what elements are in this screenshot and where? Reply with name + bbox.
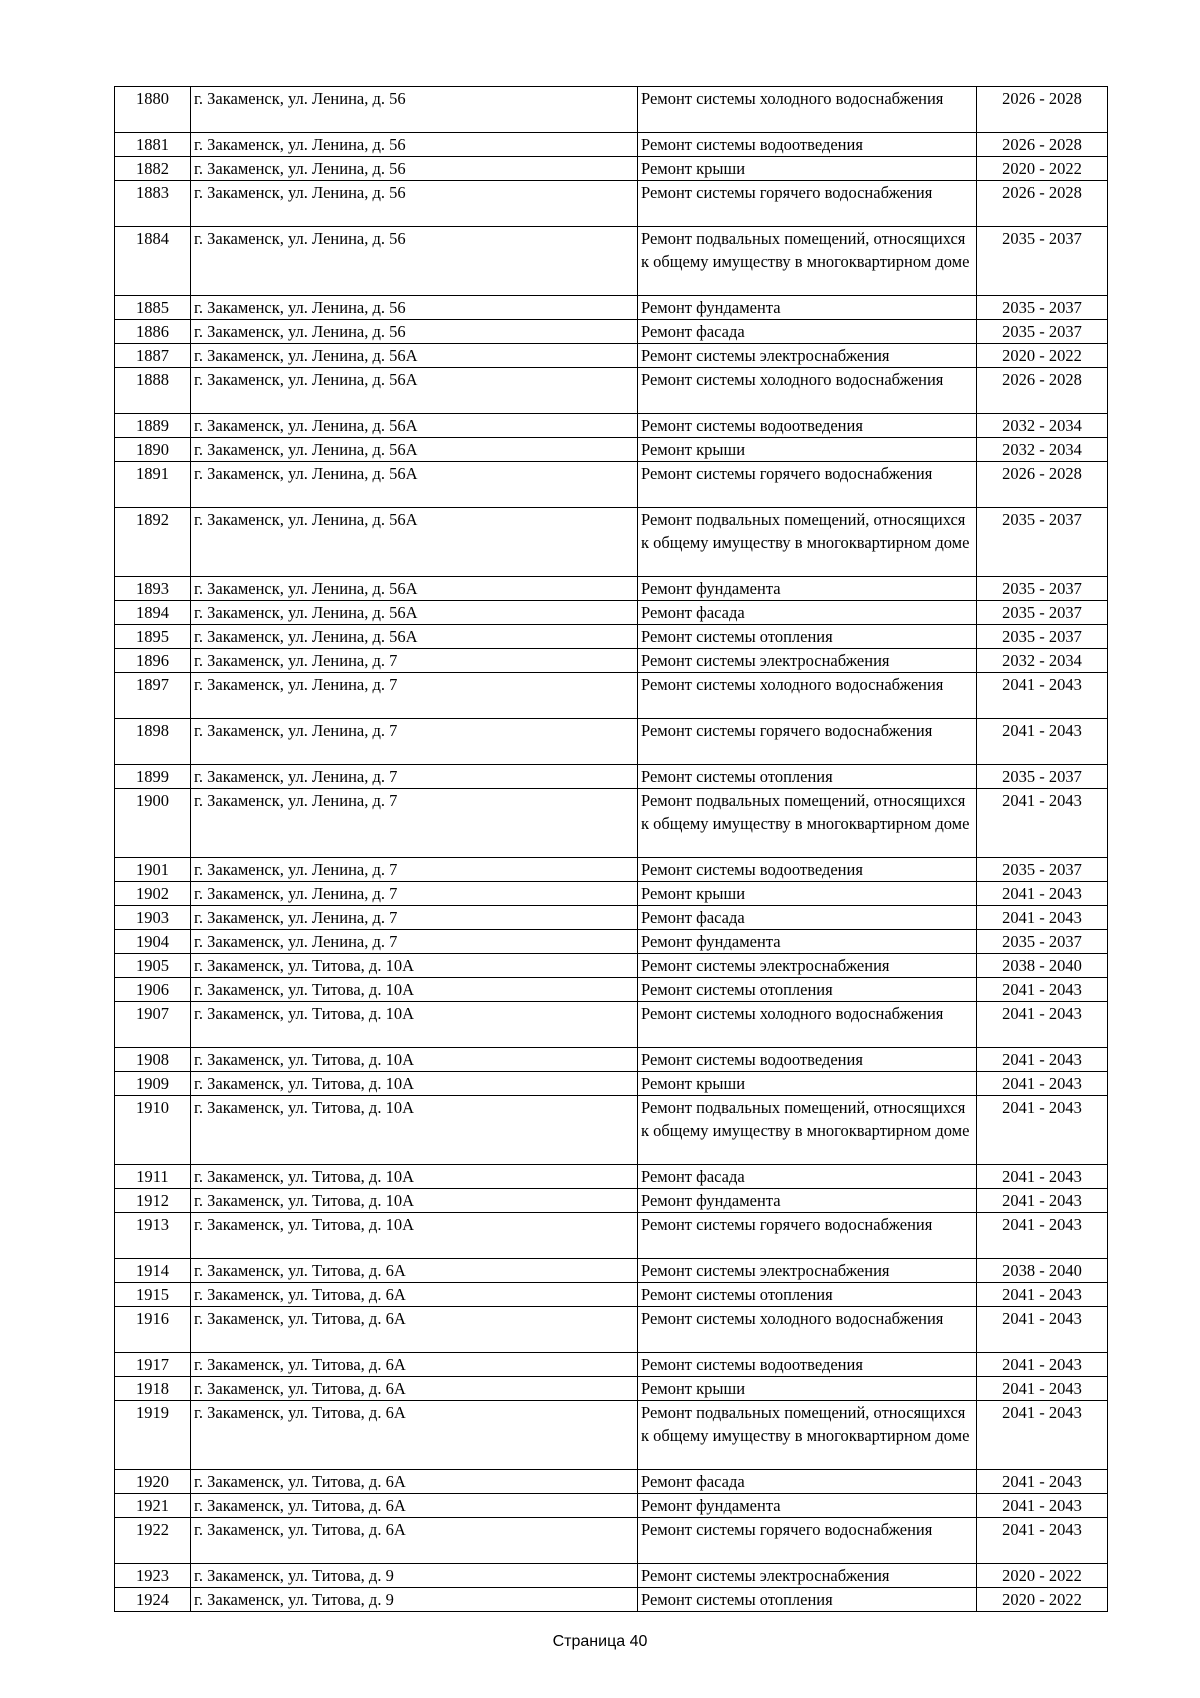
- work-type-cell: Ремонт подвальных помещений, относящихся к общему имуществу в многоквартирном доме: [638, 1096, 977, 1165]
- period-cell: 2026 - 2028: [977, 462, 1108, 508]
- address-cell: г. Закаменск, ул. Титова, д. 10А: [191, 1002, 638, 1048]
- row-number-cell: 1908: [115, 1048, 191, 1072]
- table-row: [115, 1072, 1108, 1096]
- period-cell: 2032 - 2034: [977, 649, 1108, 673]
- row-number-cell: 1892: [115, 508, 191, 577]
- row-number-cell: 1910: [115, 1096, 191, 1165]
- row-number-cell: 1918: [115, 1377, 191, 1401]
- table-row: [115, 1588, 1108, 1612]
- work-type-cell: Ремонт крыши: [638, 1072, 977, 1096]
- table-row: [115, 930, 1108, 954]
- row-number-cell: 1902: [115, 882, 191, 906]
- address-cell: г. Закаменск, ул. Ленина, д. 56: [191, 157, 638, 181]
- table-row: [115, 719, 1108, 765]
- period-cell: 2041 - 2043: [977, 1189, 1108, 1213]
- table-row: [115, 1307, 1108, 1353]
- row-number-cell: 1905: [115, 954, 191, 978]
- period-cell: 2020 - 2022: [977, 1588, 1108, 1612]
- row-number-cell: 1886: [115, 320, 191, 344]
- row-number-cell: 1896: [115, 649, 191, 673]
- period-cell: 2020 - 2022: [977, 157, 1108, 181]
- period-cell: 2035 - 2037: [977, 577, 1108, 601]
- period-cell: 2041 - 2043: [977, 1401, 1108, 1470]
- address-cell: г. Закаменск, ул. Ленина, д. 56А: [191, 508, 638, 577]
- work-type-cell: Ремонт подвальных помещений, относящихся к общему имуществу в многоквартирном доме: [638, 227, 977, 296]
- work-type-cell: Ремонт фундамента: [638, 296, 977, 320]
- address-cell: г. Закаменск, ул. Титова, д. 6А: [191, 1401, 638, 1470]
- work-type-cell: Ремонт фундамента: [638, 1494, 977, 1518]
- row-number-cell: 1917: [115, 1353, 191, 1377]
- period-cell: 2041 - 2043: [977, 1283, 1108, 1307]
- table-row: [115, 1048, 1108, 1072]
- work-type-cell: Ремонт системы горячего водоснабжения: [638, 462, 977, 508]
- period-cell: 2035 - 2037: [977, 930, 1108, 954]
- table-row: [115, 1470, 1108, 1494]
- address-cell: г. Закаменск, ул. Титова, д. 10А: [191, 1072, 638, 1096]
- row-number-cell: 1913: [115, 1213, 191, 1259]
- work-type-cell: Ремонт системы водоотведения: [638, 858, 977, 882]
- work-type-cell: Ремонт системы электроснабжения: [638, 954, 977, 978]
- work-type-cell: Ремонт подвальных помещений, относящихся к общему имуществу в многоквартирном доме: [638, 1401, 977, 1470]
- work-type-cell: Ремонт системы водоотведения: [638, 1353, 977, 1377]
- work-type-cell: Ремонт системы горячего водоснабжения: [638, 1518, 977, 1564]
- row-number-cell: 1891: [115, 462, 191, 508]
- table-row: [115, 1002, 1108, 1048]
- address-cell: г. Закаменск, ул. Титова, д. 10А: [191, 1048, 638, 1072]
- address-cell: г. Закаменск, ул. Титова, д. 6А: [191, 1283, 638, 1307]
- work-type-cell: Ремонт системы водоотведения: [638, 133, 977, 157]
- period-cell: 2038 - 2040: [977, 954, 1108, 978]
- address-cell: г. Закаменск, ул. Ленина, д. 56А: [191, 625, 638, 649]
- period-cell: 2041 - 2043: [977, 1470, 1108, 1494]
- work-type-cell: Ремонт системы водоотведения: [638, 414, 977, 438]
- period-cell: 2041 - 2043: [977, 1165, 1108, 1189]
- address-cell: г. Закаменск, ул. Титова, д. 9: [191, 1564, 638, 1588]
- period-cell: 2035 - 2037: [977, 601, 1108, 625]
- address-cell: г. Закаменск, ул. Ленина, д. 56: [191, 227, 638, 296]
- page-number: Страница 40: [552, 1633, 648, 1650]
- row-number-cell: 1894: [115, 601, 191, 625]
- table-row: [115, 462, 1108, 508]
- row-number-cell: 1911: [115, 1165, 191, 1189]
- table-row: [115, 1213, 1108, 1259]
- work-type-cell: Ремонт крыши: [638, 438, 977, 462]
- period-cell: 2041 - 2043: [977, 673, 1108, 719]
- address-cell: г. Закаменск, ул. Ленина, д. 7: [191, 858, 638, 882]
- row-number-cell: 1888: [115, 368, 191, 414]
- address-cell: г. Закаменск, ул. Ленина, д. 7: [191, 930, 638, 954]
- address-cell: г. Закаменск, ул. Титова, д. 6А: [191, 1470, 638, 1494]
- period-cell: 2032 - 2034: [977, 438, 1108, 462]
- table-row: [115, 508, 1108, 577]
- row-number-cell: 1898: [115, 719, 191, 765]
- work-type-cell: Ремонт фасада: [638, 1470, 977, 1494]
- work-type-cell: Ремонт системы отопления: [638, 625, 977, 649]
- period-cell: 2035 - 2037: [977, 765, 1108, 789]
- work-type-cell: Ремонт системы горячего водоснабжения: [638, 719, 977, 765]
- period-cell: 2026 - 2028: [977, 181, 1108, 227]
- row-number-cell: 1883: [115, 181, 191, 227]
- address-cell: г. Закаменск, ул. Ленина, д. 56А: [191, 368, 638, 414]
- work-type-cell: Ремонт системы холодного водоснабжения: [638, 87, 977, 133]
- period-cell: 2041 - 2043: [977, 1307, 1108, 1353]
- address-cell: г. Закаменск, ул. Ленина, д. 56: [191, 181, 638, 227]
- work-type-cell: Ремонт системы горячего водоснабжения: [638, 181, 977, 227]
- address-cell: г. Закаменск, ул. Титова, д. 10А: [191, 1165, 638, 1189]
- period-cell: 2035 - 2037: [977, 625, 1108, 649]
- table-row: [115, 1401, 1108, 1470]
- period-cell: 2041 - 2043: [977, 906, 1108, 930]
- row-number-cell: 1881: [115, 133, 191, 157]
- work-type-cell: Ремонт подвальных помещений, относящихся к общему имуществу в многоквартирном доме: [638, 508, 977, 577]
- period-cell: 2020 - 2022: [977, 344, 1108, 368]
- row-number-cell: 1915: [115, 1283, 191, 1307]
- table-row: [115, 978, 1108, 1002]
- address-cell: г. Закаменск, ул. Титова, д. 10А: [191, 954, 638, 978]
- table-row: [115, 133, 1108, 157]
- work-type-cell: Ремонт системы отопления: [638, 1588, 977, 1612]
- address-cell: г. Закаменск, ул. Титова, д. 6А: [191, 1377, 638, 1401]
- table-row: [115, 1377, 1108, 1401]
- table-row: [115, 1189, 1108, 1213]
- address-cell: г. Закаменск, ул. Титова, д. 10А: [191, 1096, 638, 1165]
- row-number-cell: 1914: [115, 1259, 191, 1283]
- table-row: [115, 414, 1108, 438]
- address-cell: г. Закаменск, ул. Ленина, д. 7: [191, 906, 638, 930]
- row-number-cell: 1906: [115, 978, 191, 1002]
- row-number-cell: 1904: [115, 930, 191, 954]
- period-cell: 2041 - 2043: [977, 1002, 1108, 1048]
- period-cell: 2041 - 2043: [977, 1213, 1108, 1259]
- work-type-cell: Ремонт системы отопления: [638, 978, 977, 1002]
- table-row: [115, 882, 1108, 906]
- work-type-cell: Ремонт системы водоотведения: [638, 1048, 977, 1072]
- table-row: [115, 1096, 1108, 1165]
- work-type-cell: Ремонт системы электроснабжения: [638, 1259, 977, 1283]
- row-number-cell: 1895: [115, 625, 191, 649]
- row-number-cell: 1885: [115, 296, 191, 320]
- row-number-cell: 1889: [115, 414, 191, 438]
- work-type-cell: Ремонт системы отопления: [638, 765, 977, 789]
- address-cell: г. Закаменск, ул. Ленина, д. 7: [191, 719, 638, 765]
- period-cell: 2041 - 2043: [977, 1494, 1108, 1518]
- row-number-cell: 1907: [115, 1002, 191, 1048]
- period-cell: 2041 - 2043: [977, 1072, 1108, 1096]
- work-type-cell: Ремонт фундамента: [638, 930, 977, 954]
- period-cell: 2041 - 2043: [977, 978, 1108, 1002]
- row-number-cell: 1912: [115, 1189, 191, 1213]
- period-cell: 2041 - 2043: [977, 1377, 1108, 1401]
- address-cell: г. Закаменск, ул. Титова, д. 6А: [191, 1307, 638, 1353]
- table-row: [115, 625, 1108, 649]
- work-type-cell: Ремонт системы холодного водоснабжения: [638, 673, 977, 719]
- period-cell: 2035 - 2037: [977, 296, 1108, 320]
- work-type-cell: Ремонт крыши: [638, 1377, 977, 1401]
- address-cell: г. Закаменск, ул. Ленина, д. 7: [191, 765, 638, 789]
- table-row: [115, 368, 1108, 414]
- address-cell: г. Закаменск, ул. Ленина, д. 7: [191, 882, 638, 906]
- row-number-cell: 1899: [115, 765, 191, 789]
- period-cell: 2026 - 2028: [977, 368, 1108, 414]
- address-cell: г. Закаменск, ул. Ленина, д. 56: [191, 133, 638, 157]
- address-cell: г. Закаменск, ул. Ленина, д. 56: [191, 87, 638, 133]
- table-row: [115, 157, 1108, 181]
- work-type-cell: Ремонт системы холодного водоснабжения: [638, 368, 977, 414]
- table-row: [115, 438, 1108, 462]
- address-cell: г. Закаменск, ул. Ленина, д. 56: [191, 296, 638, 320]
- row-number-cell: 1900: [115, 789, 191, 858]
- address-cell: г. Закаменск, ул. Титова, д. 10А: [191, 1213, 638, 1259]
- address-cell: г. Закаменск, ул. Ленина, д. 7: [191, 673, 638, 719]
- period-cell: 2041 - 2043: [977, 1048, 1108, 1072]
- row-number-cell: 1897: [115, 673, 191, 719]
- work-type-cell: Ремонт фундамента: [638, 577, 977, 601]
- address-cell: г. Закаменск, ул. Титова, д. 6А: [191, 1494, 638, 1518]
- row-number-cell: 1916: [115, 1307, 191, 1353]
- table-row: [115, 1518, 1108, 1564]
- address-cell: г. Закаменск, ул. Ленина, д. 56А: [191, 577, 638, 601]
- period-cell: 2041 - 2043: [977, 1353, 1108, 1377]
- table-row: [115, 320, 1108, 344]
- work-type-cell: Ремонт системы холодного водоснабжения: [638, 1002, 977, 1048]
- work-type-cell: Ремонт фасада: [638, 320, 977, 344]
- table-row: [115, 1165, 1108, 1189]
- address-cell: г. Закаменск, ул. Титова, д. 9: [191, 1588, 638, 1612]
- address-cell: г. Закаменск, ул. Ленина, д. 7: [191, 649, 638, 673]
- table-row: [115, 577, 1108, 601]
- address-cell: г. Закаменск, ул. Ленина, д. 56А: [191, 414, 638, 438]
- address-cell: г. Закаменск, ул. Титова, д. 10А: [191, 1189, 638, 1213]
- row-number-cell: 1884: [115, 227, 191, 296]
- address-cell: г. Закаменск, ул. Ленина, д. 56А: [191, 462, 638, 508]
- table-row: [115, 1494, 1108, 1518]
- table-row: [115, 1283, 1108, 1307]
- registry-table-body: [115, 87, 1108, 1612]
- row-number-cell: 1901: [115, 858, 191, 882]
- table-row: [115, 296, 1108, 320]
- table-row: [115, 673, 1108, 719]
- row-number-cell: 1893: [115, 577, 191, 601]
- work-type-cell: Ремонт фасада: [638, 1165, 977, 1189]
- work-type-cell: Ремонт системы электроснабжения: [638, 1564, 977, 1588]
- address-cell: г. Закаменск, ул. Титова, д. 6А: [191, 1518, 638, 1564]
- registry-table: [114, 86, 1108, 1612]
- row-number-cell: 1920: [115, 1470, 191, 1494]
- row-number-cell: 1919: [115, 1401, 191, 1470]
- work-type-cell: Ремонт крыши: [638, 882, 977, 906]
- table-row: [115, 1353, 1108, 1377]
- period-cell: 2041 - 2043: [977, 1096, 1108, 1165]
- work-type-cell: Ремонт системы отопления: [638, 1283, 977, 1307]
- table-row: [115, 906, 1108, 930]
- address-cell: г. Закаменск, ул. Ленина, д. 7: [191, 789, 638, 858]
- address-cell: г. Закаменск, ул. Ленина, д. 56А: [191, 344, 638, 368]
- address-cell: г. Закаменск, ул. Ленина, д. 56А: [191, 601, 638, 625]
- period-cell: 2041 - 2043: [977, 1518, 1108, 1564]
- table-row: [115, 1259, 1108, 1283]
- period-cell: 2038 - 2040: [977, 1259, 1108, 1283]
- row-number-cell: 1880: [115, 87, 191, 133]
- period-cell: 2026 - 2028: [977, 133, 1108, 157]
- table-row: [115, 649, 1108, 673]
- address-cell: г. Закаменск, ул. Титова, д. 6А: [191, 1259, 638, 1283]
- table-row: [115, 601, 1108, 625]
- table-row: [115, 344, 1108, 368]
- work-type-cell: Ремонт фасада: [638, 601, 977, 625]
- work-type-cell: Ремонт системы электроснабжения: [638, 344, 977, 368]
- work-type-cell: Ремонт системы холодного водоснабжения: [638, 1307, 977, 1353]
- work-type-cell: Ремонт фундамента: [638, 1189, 977, 1213]
- table-row: [115, 858, 1108, 882]
- address-cell: г. Закаменск, ул. Ленина, д. 56А: [191, 438, 638, 462]
- table-row: [115, 789, 1108, 858]
- period-cell: 2041 - 2043: [977, 789, 1108, 858]
- period-cell: 2035 - 2037: [977, 508, 1108, 577]
- address-cell: г. Закаменск, ул. Титова, д. 6А: [191, 1353, 638, 1377]
- work-type-cell: Ремонт системы электроснабжения: [638, 649, 977, 673]
- period-cell: 2035 - 2037: [977, 858, 1108, 882]
- row-number-cell: 1924: [115, 1588, 191, 1612]
- row-number-cell: 1923: [115, 1564, 191, 1588]
- period-cell: 2041 - 2043: [977, 719, 1108, 765]
- work-type-cell: Ремонт фасада: [638, 906, 977, 930]
- period-cell: 2035 - 2037: [977, 227, 1108, 296]
- table-row: [115, 227, 1108, 296]
- period-cell: 2041 - 2043: [977, 882, 1108, 906]
- work-type-cell: Ремонт подвальных помещений, относящихся к общему имуществу в многоквартирном доме: [638, 789, 977, 858]
- table-row: [115, 954, 1108, 978]
- period-cell: 2035 - 2037: [977, 320, 1108, 344]
- row-number-cell: 1921: [115, 1494, 191, 1518]
- work-type-cell: Ремонт системы горячего водоснабжения: [638, 1213, 977, 1259]
- row-number-cell: 1890: [115, 438, 191, 462]
- table-row: [115, 765, 1108, 789]
- row-number-cell: 1882: [115, 157, 191, 181]
- table-row: [115, 87, 1108, 133]
- address-cell: г. Закаменск, ул. Титова, д. 10А: [191, 978, 638, 1002]
- row-number-cell: 1922: [115, 1518, 191, 1564]
- row-number-cell: 1909: [115, 1072, 191, 1096]
- period-cell: 2032 - 2034: [977, 414, 1108, 438]
- row-number-cell: 1887: [115, 344, 191, 368]
- period-cell: 2020 - 2022: [977, 1564, 1108, 1588]
- table-row: [115, 1564, 1108, 1588]
- table-row: [115, 181, 1108, 227]
- row-number-cell: 1903: [115, 906, 191, 930]
- address-cell: г. Закаменск, ул. Ленина, д. 56: [191, 320, 638, 344]
- work-type-cell: Ремонт крыши: [638, 157, 977, 181]
- period-cell: 2026 - 2028: [977, 87, 1108, 133]
